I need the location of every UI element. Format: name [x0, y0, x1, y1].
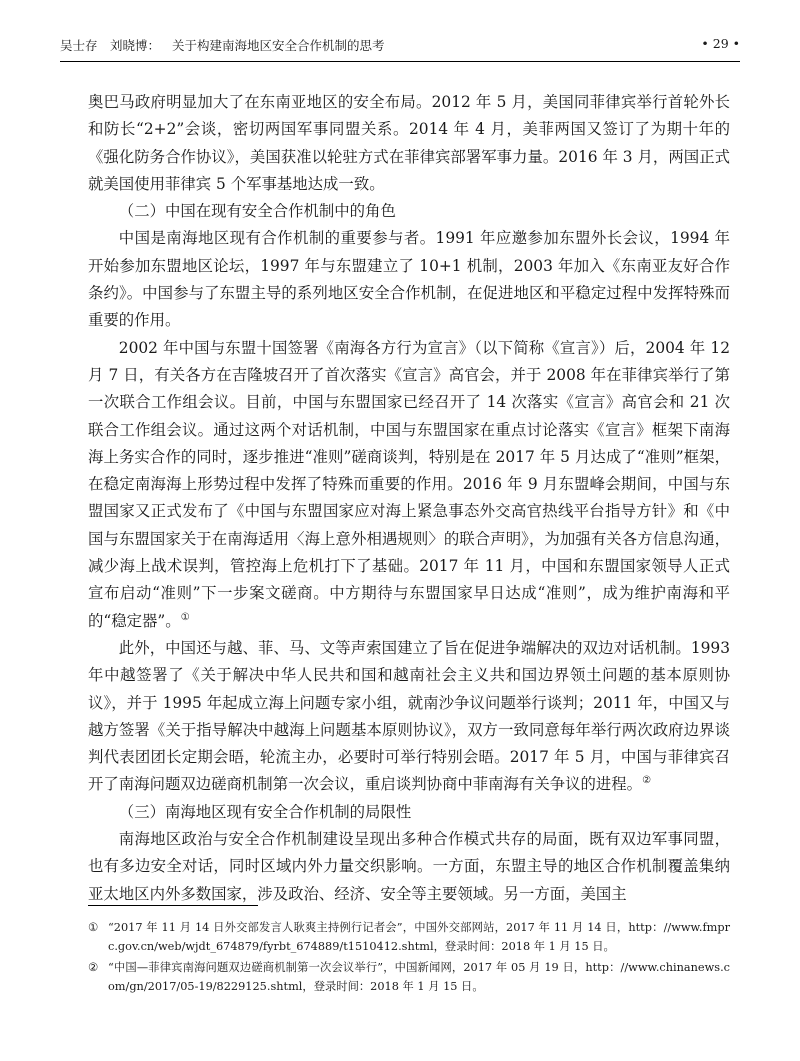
paragraph-doc-text: 2002 年中国与东盟十国签署《南海各方行为宣言》（以下简称《宣言》）后，2004 年 12 月 7 日，有关各方在吉隆坡召开了首次落实《宣言》高官会，并于 2008 年在菲律宾举行了第一次联合工作组会议。目前，中国与东盟国家已经召开了 14 次落实《宣言》高官会和 21 次联合工作组会议。通过这两个对话机制，中国与东盟国家在重点讨论落实《宣言》框架下南海海上务实合作的同时，逐步推进“准则”磋商谈判，特别是在 2017 年 5 月达成了“准则”框架，在稳定南海海上形势过程中发挥了特殊而重要的作用。2016 年 9 月东盟峰会期间，中国与东盟国家又正式发布了《中国与东盟国家应对海上紧急事态外交高官热线平台指导方针》和《中国与东盟国家关于在南海适用〈海上意外相遇规则〉的联合声明》，为加强有关各方信息沟通，减少海上战术误判，管控海上危机打下了基础。2017 年 11 月，中国和东盟国家领导人正式宣布启动“准则”下一步案文磋商。中方期待与东盟国家早日达成“准则”，成为维护南海和平的“稳定器”。 — [88, 338, 730, 630]
header-rule — [60, 61, 740, 62]
footnote-2-mark: ② — [88, 961, 99, 974]
footnotes — [88, 918, 730, 998]
footnote-1-text: “2017 年 11 月 14 日外交部发言人耿爽主持例行记者会”，中国外交部网站，2017 年 11 月 14 日，http：//www.fmprc.gov.cn/web/wjdt_674879/fyrbt_674889/t1510412.shtml，登录时间：2018 年 1 月 15 日。 — [108, 921, 730, 953]
paragraph-continued: 奥巴马政府明显加大了在东南亚地区的安全布局。2012 年 5 月，美国同菲律宾举行首轮外长和防长“2+2”会谈，密切两国军事同盟关系。2014 年 4 月，美菲两国又签订了为期十年的《强化防务合作协议》，美国获准以轮驻方式在菲律宾部署军事力量。2016 年 3 月，两国正式就美国使用菲律宾 5 个军事基地达成一致。 — [88, 93, 730, 193]
paragraph-bilateral — [88, 635, 730, 799]
footnote-ref-2[interactable]: ② — [642, 775, 652, 787]
footnote-2 — [88, 958, 730, 996]
footnote-ref-1[interactable]: ① — [180, 611, 190, 623]
section-heading-2: （二）中国在现有安全合作机制中的角色 — [118, 202, 396, 221]
running-head-title: 关于构建南海地区安全合作机制的思考 — [172, 38, 385, 53]
section-heading-3: （三）南海地区现有安全合作机制的局限性 — [118, 802, 412, 821]
running-head — [60, 36, 740, 58]
page-number: • 29 • — [701, 36, 740, 51]
paragraph-china-role: 中国是南海地区现有合作机制的重要参与者。1991 年应邀参加东盟外长会议，1994 年开始参加东盟地区论坛，1997 年与东盟建立了 10+1 机制，2003 年加入《东南亚友好合作条约》。中国参与了东盟主导的系列地区安全合作机制，在促进地区和平稳定过程中发挥特殊而重要的作用。 — [88, 229, 730, 330]
footnote-1 — [88, 918, 730, 956]
footnote-rule — [88, 905, 258, 906]
footnote-2-text: “中国—菲律宾南海问题双边磋商机制第一次会议举行”，中国新闻网，2017 年 05 月 19 日，http：//www.chinanews.com/gn/2017/05-19/8229125.shtml，登录时间：2018 年 1 月 15 日。 — [108, 961, 730, 993]
paragraph-bilateral-text: 此外，中国还与越、菲、马、文等声索国建立了旨在促进争端解决的双边对话机制。1993 年中越签署了《关于解决中华人民共和国和越南社会主义共和国边界领土问题的基本原则协议》，并于 1995 年起成立海上问题专家小组，就南沙争议问题举行谈判；2011 年，中国又与越方签署《关于指导解决中越海上问题基本原则协议》，双方一致同意每年举行两次政府边界谈判代表团团长定期会晤，轮流主办，必要时可举行特别会晤。2017 年 5 月，中国与菲律宾召开了南海问题双边磋商机制第一次会议，重启谈判协商中菲南海有关争议的进程。 — [88, 638, 730, 794]
paragraph-doc — [88, 335, 730, 635]
paragraph-limitations: 南海地区政治与安全合作机制建设呈现出多种合作模式共存的局面，既有双边军事同盟，也有多边安全对话，同时区域内外力量交织影响。一方面，东盟主导的地区合作机制覆盖集纳亚太地区内外多数国家，涉及政治、经济、安全等主要领域。另一方面，美国主 — [88, 830, 730, 903]
running-head-left — [60, 36, 385, 54]
running-head-authors: 吴士存 刘晓博： — [60, 38, 161, 53]
article-body — [88, 89, 730, 908]
footnote-1-mark: ① — [88, 921, 99, 934]
